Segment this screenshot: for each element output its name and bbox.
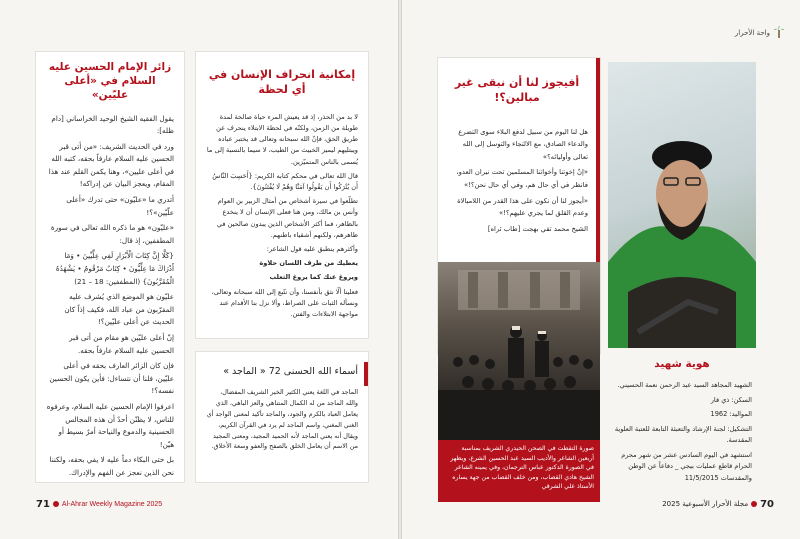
paragraph: «عليّون» هو ما ذكره الله تعالى في سورة المطففين، إذ قال: bbox=[50, 223, 174, 245]
paragraph: تطلّعوا في سيرة أشخاص من أمثال الزبير بن العوام وأنس بن مالك، ومن هنا فعلى الإنسان أن لا ينخدع بالظاهر، فما أكثر الأشخاص الذين يبدون صالحين في ظاهرهم، ولكنهم أشقياء باطنهم. bbox=[216, 197, 358, 239]
magazine-logo-icon bbox=[751, 501, 757, 507]
poem-line: يعطيك من طرف اللسان حلاوة bbox=[259, 259, 358, 268]
identity-body bbox=[612, 380, 752, 484]
paragraph: عليّون هو الموضع الذي يُشرف عليه المقرّبون من عباد الله، فكيف إذاً كان الحديث عن أعلى عليّين؟! bbox=[64, 292, 174, 327]
article-body bbox=[206, 387, 358, 452]
historical-photo bbox=[438, 262, 600, 440]
paragraph: الماجد في اللغة يعني الكثير الخير الشريف المفضال، والله الماجد من له الكمال المتناهي والعز الباهي، الذي يعامل العباد بالكرم والجود، والماجد تأكيد لمعنى الواجد أي الغني المغني، واسم الماجد لم يرد في القرآن الكريم، ويقال أنه يعني الماجد لأنه الحميد المجيد، ومعنى المجيد من الاسم أن يعامل الخلق بالصفح والعفو وسعة الأخلاق. bbox=[206, 388, 358, 451]
photo-caption-text: صورة التقطت في الصحن الحيدري الشريف بمناسبة أربعين الشاعر والأديب السيد عبد الحسين الشرع، ويظهر في الصورة الدكتور عباس الترجمان، وفي يمينه الشاعر الشيخ هادي القصاب، ومن خلف القصاب من جهة يساره الأستاذ علي الشرقي bbox=[450, 445, 594, 491]
martyr-portrait bbox=[608, 62, 756, 348]
paragraph: وأكثرهم ينطبق عليه قول الشاعر: bbox=[266, 244, 358, 253]
crowd-illustration bbox=[438, 262, 600, 440]
identity-line: الشهيد المجاهد السيد عبد الرحمن نعمة الحسيني. bbox=[617, 381, 752, 389]
page-number: 70 bbox=[760, 498, 774, 510]
article-body bbox=[206, 112, 358, 320]
paragraph: {كَلَّا إِنَّ كِتَابَ الْأَبْرَارِ لَفِي عِلِّيِّينَ • وَمَا أَدْرَاكَ مَا عِلِّيُّونَ • كِتَابٌ مَرْقُومٌ • يَشْهَدُهُ الْمُقَرَّبُونَ} (المطففين: 18 – 21) bbox=[55, 251, 174, 286]
identity-line: السكن: ذي قار bbox=[710, 395, 752, 404]
section-label-text: واحة الأحرار bbox=[734, 29, 770, 37]
section-label bbox=[735, 26, 784, 40]
paragraph: ورد في الحديث الشريف: «من أتى قبر الحسين عليه السلام عارفاً بحقه، كتبه الله في أعلى عليين»، وهنا يكمن القلم عند هذا المقام، ويعجز البيان عن إدراكه! bbox=[48, 141, 174, 189]
identity-title: هوية شهيد bbox=[654, 358, 710, 370]
article-title: زائر الإمام الحسين عليه السلام في «أعلى عليّين» bbox=[48, 61, 172, 102]
article-body bbox=[446, 126, 588, 236]
footer-right bbox=[662, 495, 774, 513]
paragraph: بل حتى البكاء دماً عليه لا يفي بحقه، ولكننا نحن الذين نعجز عن الفهم والإدراك. bbox=[49, 455, 174, 477]
paragraph: لا بد من الحذر، إذ قد يعيش المرء حياة صالحة لمدة طويلة من الزمن، ولكنّه في لحظة الابتلاء ينحرف عن طريق الحق، فإنّ الله سبحانه وتعالى قد يختبر عباده ويبتليهم ليميز الخبيث من الطيب، لا سيما بالنسبة إلى ما يُسمى بالناس المتميّزين. bbox=[206, 112, 358, 166]
article-card-asma bbox=[196, 352, 368, 482]
magazine-name: Al-Ahrar Weekly Magazine 2025 bbox=[61, 500, 163, 508]
paragraph: «إنّ إخوتنا وأخواتنا المسلمين تحت نيران العدو، فانظر في أي حال هم، وفي أي حال نحن؟!» bbox=[456, 168, 588, 189]
palm-tree-icon bbox=[774, 26, 784, 40]
accent-bar bbox=[364, 362, 368, 386]
paragraph: قال الله تعالى في محكم كتابه الكريم: {أَحَسِبَ النَّاسُ أَن يُتْرَكُوا أَن يَقُولُوا آمَنَّا وَهُمْ لَا يُفْتَنُونَ}. bbox=[212, 171, 358, 191]
asma-title: أسماء الله الحسنى 72 « الماجد » bbox=[223, 366, 358, 377]
paragraph: إنّ أعلى عليّين هو مقام من أتى قبر الحسين عليه السلام عارفاً بحقه. bbox=[69, 333, 174, 355]
paragraph: فإن كان الزائر العارف بحقه في أعلى عليّين، فلنا أن نتساءل: فأين يكون الحسين نفسه؟! bbox=[49, 361, 174, 396]
attribution: الشيخ محمد تقي بهجت [طاب ثراه] bbox=[487, 224, 588, 233]
page-number: 71 bbox=[36, 498, 50, 510]
identity-line: استشهد في اليوم السادس عشر من شهر محرم الحرام قاطع عمليات بيجي _ دفاعاً عن الوطن والمقدسات 11/5/2015 bbox=[621, 450, 752, 482]
paragraph: يقول الفقيه الشيخ الوحيد الخراساني [دام ظله]: bbox=[51, 113, 174, 136]
paragraph: اعرفوا الإمام الحسين عليه السلام، وعرفوه للناس، لا يظنّن أحدٌ أن هذه المجالس الحسينية والدموع والنياحة أمرٌ بسيط أو هيّن! bbox=[46, 401, 174, 449]
paragraph: هل لنا اليوم من سبيل لدفع البلاء سوى التضرع والدعاء الصادق، مع الالتجاء والتوسل إلى الله تعالى وأوليائه؟» bbox=[458, 127, 588, 161]
article-title bbox=[206, 366, 358, 377]
paragraph: فعلينا ألّا نثق بأنفسنا، وأن نتّبع إلى الله سبحانه وتعالى، ونسأله الثبات على الصراط، وألا نزل بنا الأقدام عند مواجهة الابتلاءات والفتن. bbox=[211, 287, 358, 318]
magazine-logo-icon bbox=[53, 501, 59, 507]
photo-caption bbox=[438, 440, 600, 502]
magazine-name: مجلة الأحرار الأسبوعية 2025 bbox=[662, 500, 749, 508]
article-card-zair bbox=[36, 52, 184, 482]
paragraph: «أيجوز لنا أن نكون على هذا القدر من اللامبالاة وعدم القلق لما يجري عليهم؟!» bbox=[457, 196, 588, 218]
identity-line: المواليد: 1962 bbox=[710, 410, 752, 419]
right-page bbox=[402, 0, 800, 539]
portrait-illustration bbox=[608, 62, 756, 348]
poem-line: ويروغ عنك كما يروغ الثعلب bbox=[269, 273, 358, 282]
article-title: إمكانية انحراف الإنسان في أي لحظة bbox=[208, 68, 356, 96]
footer-left bbox=[36, 495, 434, 513]
identity-line: التشكيل: لجنة الإرشاد والتعبئة التابعة للعتبة العلوية المقدسة. bbox=[614, 424, 752, 445]
article-body bbox=[46, 113, 174, 480]
article-title: أفيجوز لنا أن نبقى غير مبالين؟! bbox=[454, 76, 580, 104]
left-page bbox=[0, 0, 398, 539]
article-card-inhiraf bbox=[196, 52, 368, 338]
paragraph: أتدري ما «عليّون» حتى تدرك «أعلى علّيّين»؟! bbox=[66, 195, 174, 217]
identity-card bbox=[608, 348, 756, 498]
